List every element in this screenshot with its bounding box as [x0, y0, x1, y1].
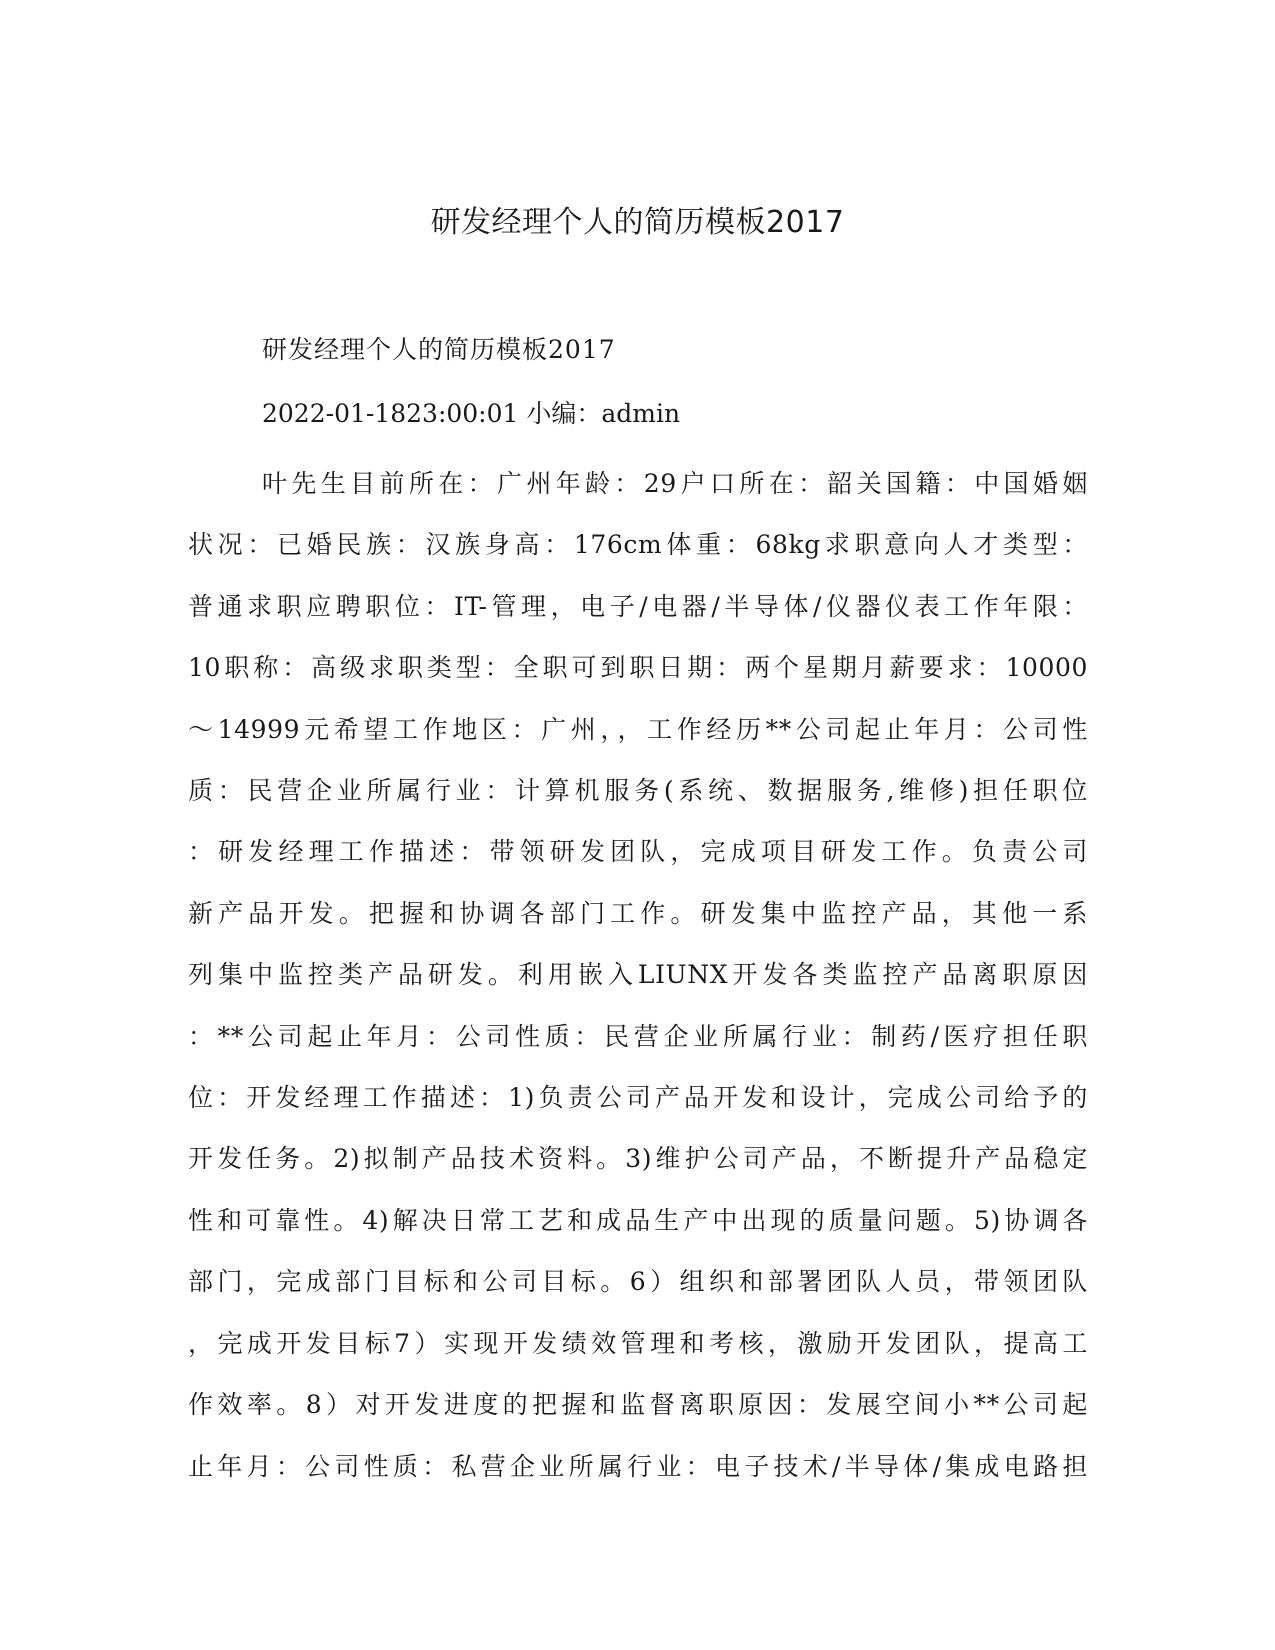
body-line: 叶先生目前所在：广州年龄：29户口所在：韶关国籍：中国婚姻: [262, 469, 1088, 498]
body-line: ～14999元希望工作地区：广州，，工作经历**公司起止年月：公司性: [188, 714, 1088, 744]
body-line: 普通求职应聘职位：IT-管理，电子/电器/半导体/仪器仪表工作年限：: [188, 591, 1088, 621]
body-line: 质：民营企业所属行业：计算机服务(系统、数据服务,维修)担任职位: [188, 776, 1088, 806]
body-line: 作效率。8）对开发进度的把握和监督离职原因：发展空间小**公司起: [188, 1390, 1088, 1420]
body-line: 新产品开发。把握和协调各部门工作。研发集中监控产品，其他一系: [188, 898, 1088, 928]
body-line: 位：开发经理工作描述：1)负责公司产品开发和设计，完成公司给予的: [188, 1083, 1088, 1113]
publish-meta: 2022-01-1823:00:01 小编：admin: [262, 399, 681, 428]
body-line: 性和可靠性。4)解决日常工艺和成品生产中出现的质量问题。5)协调各: [188, 1205, 1088, 1235]
body-line: 列集中监控类产品研发。利用嵌入LIUNX开发各类监控产品离职原因: [188, 960, 1088, 990]
body-line: ：**公司起止年月：公司性质：民营企业所属行业：制药/医疗担任职: [188, 1021, 1088, 1051]
body-line: 10职称：高级求职类型：全职可到职日期：两个星期月薪要求：10000: [188, 653, 1088, 683]
body-line: ，完成开发目标7）实现开发绩效管理和考核，激励开发团队，提高工: [188, 1328, 1088, 1358]
body-line: ：研发经理工作描述：带领研发团队，完成项目研发工作。负责公司: [188, 837, 1088, 867]
body-line: 止年月：公司性质：私营企业所属行业：电子技术/半导体/集成电路担: [188, 1451, 1088, 1481]
document-body: [188, 453, 1088, 1497]
body-line: 部门，完成部门目标和公司目标。6）组织和部署团队人员，带领团队: [188, 1267, 1088, 1297]
document-title: 研发经理个人的简历模板2017: [430, 205, 845, 240]
body-line: 开发任务。2)拟制产品技术资料。3)维护公司产品，不断提升产品稳定: [188, 1144, 1088, 1174]
body-line: 状况：已婚民族：汉族身高：176cm体重：68kg求职意向人才类型：: [188, 530, 1088, 560]
document-subtitle: 研发经理个人的简历模板2017: [262, 335, 616, 364]
